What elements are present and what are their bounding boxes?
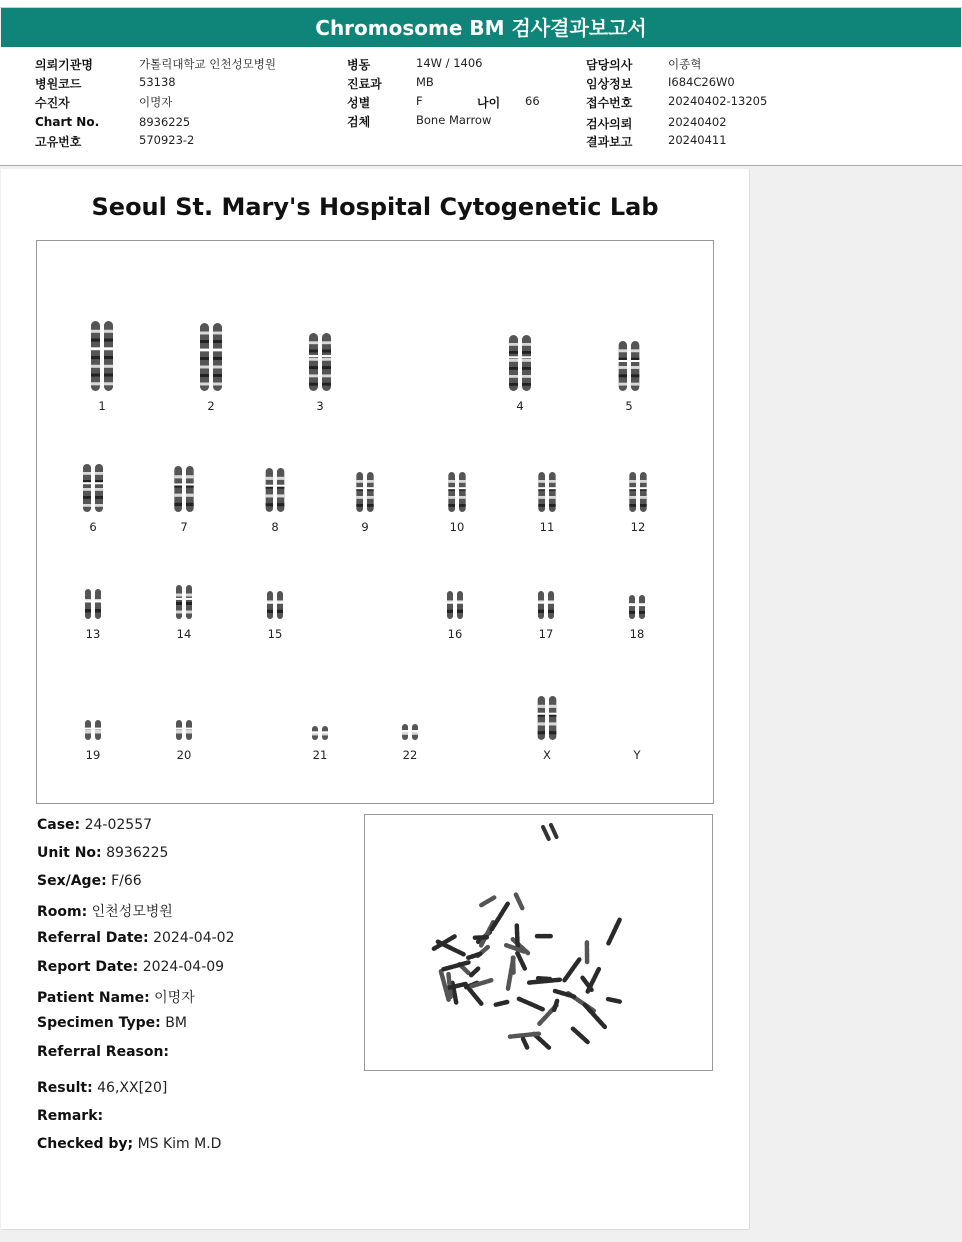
case-field-specimen-type: Specimen Type: BM: [37, 1015, 187, 1031]
chromosome-label-19: 19: [85, 748, 101, 762]
chromosome-label-6: 6: [89, 520, 97, 534]
chromosome-label-20: 20: [176, 748, 192, 762]
chromosome-pair-5: [609, 339, 649, 393]
chromosome-pair-4: [500, 333, 540, 393]
info-value-doctor: 이종혁: [668, 57, 702, 71]
chromosome-pair-6: [73, 462, 113, 514]
chromosome-pair-3: [300, 331, 340, 393]
case-field-checked-by: Checked by; MS Kim M.D: [37, 1136, 222, 1152]
chromosome-pair-1: [82, 319, 122, 393]
info-value-age: 66: [525, 94, 540, 108]
case-field-referral-date: Referral Date: 2024-04-02: [37, 930, 235, 946]
chromosome-pair-17: [526, 589, 566, 621]
case-field-report-date: Report Date: 2024-04-09: [37, 959, 225, 975]
info-label-institution: 의뢰기관명: [35, 58, 93, 72]
info-value-patient: 이명자: [139, 95, 173, 109]
chromosome-pair-9: [345, 470, 385, 514]
chromosome-label-10: 10: [449, 520, 465, 534]
case-field-result: Result: 46,XX[20]: [37, 1080, 168, 1096]
info-value-request-date: 20240402: [668, 115, 727, 129]
case-field-case: Case: 24-02557: [37, 817, 153, 833]
chromosome-label-15: 15: [267, 627, 283, 641]
info-label-hospital-code: 병원코드: [35, 77, 82, 91]
case-field-referral-reason: Referral Reason:: [37, 1044, 170, 1060]
lab-title: Seoul St. Mary's Hospital Cytogenetic Lab: [91, 193, 659, 221]
chromosome-pair-8: [255, 466, 295, 514]
report-title: Chromosome BM 검사결과보고서: [1, 8, 961, 47]
chromosome-label-X: X: [543, 748, 551, 762]
chromosome-pair-2: [191, 321, 231, 393]
chromosome-pair-X: [527, 694, 567, 742]
info-label-department: 진료과: [347, 77, 382, 91]
chromosome-pair-18: [617, 593, 657, 621]
chromosome-label-13: 13: [85, 627, 101, 641]
chromosome-label-8: 8: [271, 520, 279, 534]
info-value-ward: 14W / 1406: [416, 56, 483, 70]
chromosome-pair-11: [527, 470, 567, 514]
chromosome-label-18: 18: [629, 627, 645, 641]
karyogram: [36, 240, 714, 804]
info-label-unique-id: 고유번호: [35, 135, 82, 149]
info-value-institution: 가톨릭대학교 인천성모병원: [139, 57, 276, 71]
case-field-unit-no: Unit No: 8936225: [37, 845, 169, 861]
info-label-receipt-no: 접수번호: [586, 96, 633, 110]
chromosome-pair-12: [618, 470, 658, 514]
info-value-clinical-info: I684C26W0: [668, 75, 735, 89]
chromosome-label-21: 21: [312, 748, 328, 762]
info-label-age: 나이: [477, 96, 501, 110]
chromosome-label-5: 5: [625, 399, 633, 413]
chromosome-pair-7: [164, 464, 204, 514]
info-value-result-date: 20240411: [668, 133, 727, 147]
case-field-room: Room: 인천성모병원: [37, 904, 173, 920]
info-value-department: MB: [416, 75, 434, 89]
info-value-chart-no: 8936225: [139, 115, 191, 129]
patient-info-panel: [0, 47, 962, 166]
info-value-receipt-no: 20240402-13205: [668, 94, 768, 108]
chromosome-pair-19: [73, 718, 113, 742]
chromosome-pair-16: [435, 589, 475, 621]
info-label-specimen: 검체: [347, 115, 371, 129]
info-label-patient: 수진자: [35, 96, 70, 110]
chromosome-label-14: 14: [176, 627, 192, 641]
chromosome-pair-20: [164, 718, 204, 742]
chromosome-label-4: 4: [516, 399, 524, 413]
case-field-patient-name: Patient Name: 이명자: [37, 990, 195, 1006]
info-value-sex: F: [416, 94, 423, 108]
info-value-hospital-code: 53138: [139, 75, 176, 89]
case-field-remark: Remark:: [37, 1108, 104, 1124]
chromosome-pair-21: [300, 724, 340, 742]
info-label-clinical-info: 임상정보: [586, 77, 633, 91]
chromosome-label-16: 16: [447, 627, 463, 641]
chromosome-pair-10: [437, 470, 477, 514]
window-top-strip: [0, 0, 962, 8]
info-label-doctor: 담당의사: [586, 58, 633, 72]
chromosome-label-3: 3: [316, 399, 324, 413]
chromosome-label-22: 22: [402, 748, 418, 762]
chromosome-label-12: 12: [630, 520, 646, 534]
chromosome-pair-14: [164, 583, 204, 621]
info-value-specimen: Bone Marrow: [416, 113, 492, 127]
chromosome-label-11: 11: [539, 520, 555, 534]
case-field-sex-age: Sex/Age: F/66: [37, 873, 142, 889]
karyotype-report: [1, 169, 750, 1230]
chromosome-pair-22: [390, 722, 430, 742]
chromosome-pair-15: [255, 589, 295, 621]
info-label-ward: 병동: [347, 58, 371, 72]
metaphase-spread: [365, 815, 712, 1070]
info-label-chart-no: Chart No.: [35, 115, 100, 129]
info-value-unique-id: 570923-2: [139, 133, 195, 147]
chromosome-label-7: 7: [180, 520, 188, 534]
chromosome-label-1: 1: [98, 399, 106, 413]
chromosome-pair-13: [73, 587, 113, 621]
chromosome-label-2: 2: [207, 399, 215, 413]
metaphase-image: [364, 814, 713, 1071]
info-label-request-date: 검사의뢰: [586, 117, 633, 131]
info-label-result-date: 결과보고: [586, 135, 633, 149]
info-label-sex: 성별: [347, 96, 371, 110]
chromosome-label-17: 17: [538, 627, 554, 641]
chromosome-label-Y: Y: [633, 748, 641, 762]
chromosome-label-9: 9: [361, 520, 369, 534]
